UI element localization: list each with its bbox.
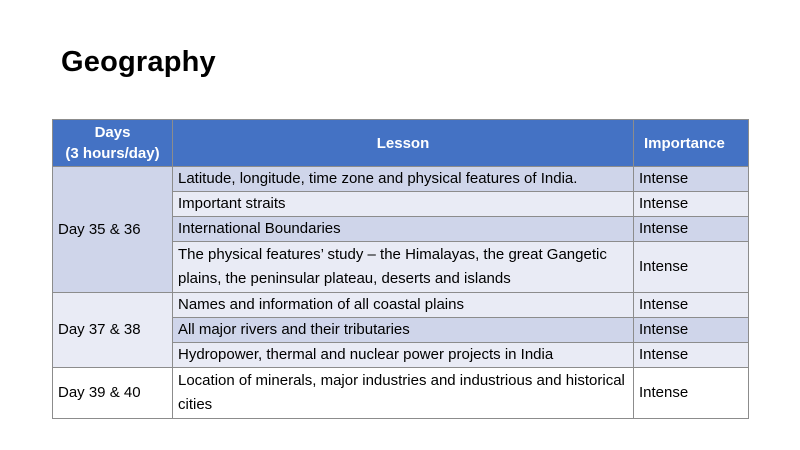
lesson-cell: Hydropower, thermal and nuclear power projects in India (173, 343, 634, 368)
lesson-cell: Latitude, longitude, time zone and physical features of India. (173, 167, 634, 192)
header-days-sublabel: (3 hours/day) (65, 145, 160, 162)
header-days-label: Days (94, 124, 131, 141)
importance-cell: Intense (634, 192, 749, 217)
day-cell: Day 35 & 36 (53, 167, 173, 293)
lesson-cell: Names and information of all coastal plains (173, 293, 634, 318)
importance-cell: Intense (634, 217, 749, 242)
importance-cell: Intense (634, 167, 749, 192)
importance-cell: Intense (634, 242, 749, 293)
table-row (53, 368, 749, 419)
study-plan-table (52, 119, 749, 419)
importance-cell: Intense (634, 318, 749, 343)
importance-cell: Intense (634, 343, 749, 368)
lesson-cell: Important straits (173, 192, 634, 217)
lesson-cell: All major rivers and their tributaries (173, 318, 634, 343)
table-row (53, 167, 749, 192)
header-lesson: Lesson (173, 120, 634, 167)
lesson-cell: Location of minerals, major industries and industrious and historical cities (173, 368, 634, 419)
table-row (53, 293, 749, 318)
lesson-cell: International Boundaries (173, 217, 634, 242)
table-header-row (53, 120, 749, 167)
header-days (53, 120, 173, 167)
importance-cell: Intense (634, 293, 749, 318)
lesson-cell: The physical features’ study – the Himalayas, the great Gangetic plains, the peninsular plateau, deserts and islands (173, 242, 634, 293)
importance-cell: Intense (634, 368, 749, 419)
day-cell: Day 37 & 38 (53, 293, 173, 368)
day-cell: Day 39 & 40 (53, 368, 173, 419)
header-importance: Importance (634, 120, 749, 167)
page-title: Geography (61, 46, 216, 78)
